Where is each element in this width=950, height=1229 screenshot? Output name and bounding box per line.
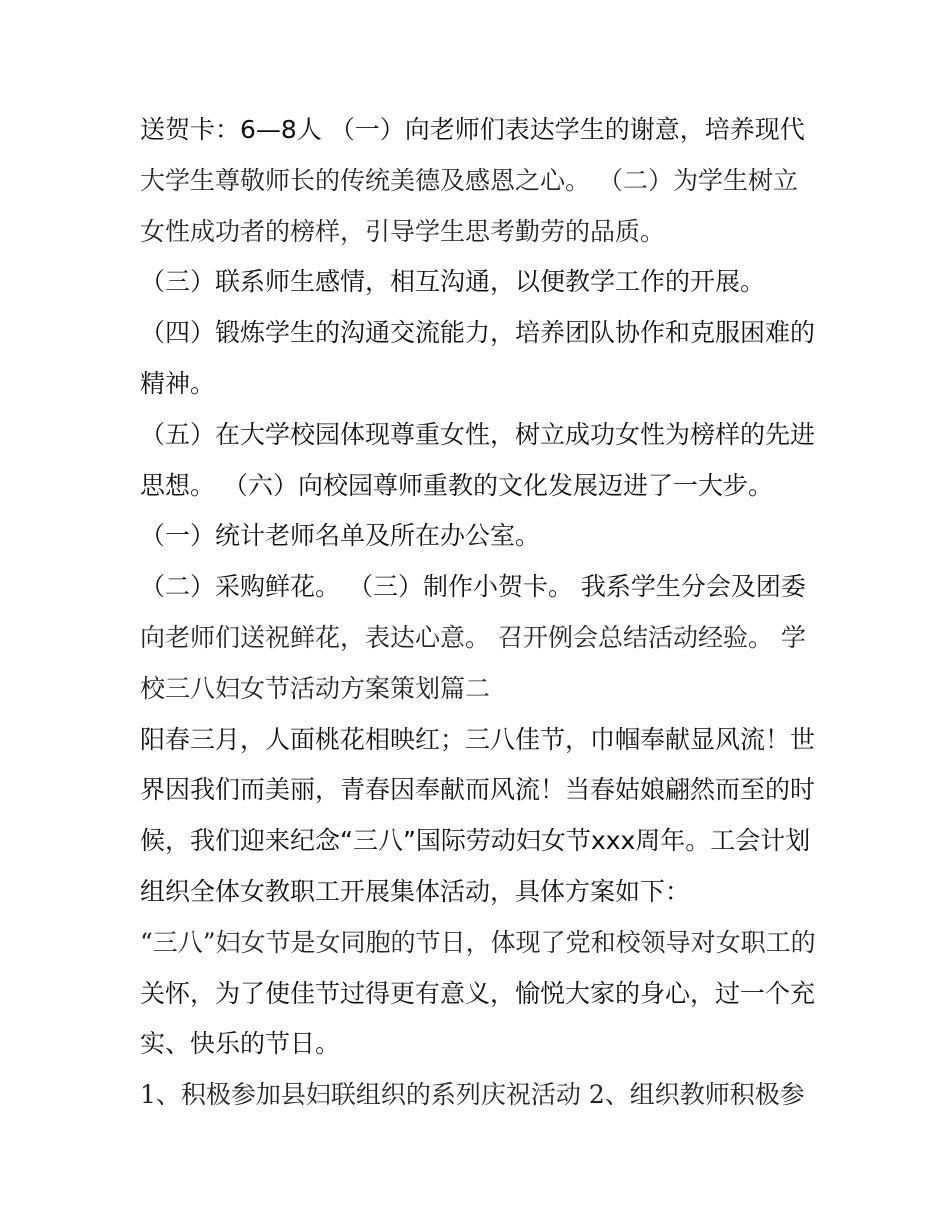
text-line: 阳春三月，人面桃花相映红；三八佳节，巾帼奉献显风流！世 [140,725,816,754]
text-line: 精神。 [140,369,216,398]
section-heading: 校三八妇女节活动方案策划篇二 [140,674,491,703]
text-line: 实、快乐的节日。 [140,1029,341,1058]
text-line: 送贺卡：6—8人 （一）向老师们表达学生的谢意，培养现代 [140,115,805,144]
text-line: （四）锻炼学生的沟通交流能力，培养团队协作和克服困难的 [140,318,816,347]
text-line: 女性成功者的榜样，引导学生思考勤劳的品质。 [140,217,666,246]
text-line: 向老师们送祝鲜花，表达心意。 召开例会总结活动经验。 学 [140,623,806,652]
text-line: 1、积极参加县妇联组织的系列庆祝活动 2、组织教师积极参 [140,1080,805,1109]
text-line: （二）采购鲜花。 （三）制作小贺卡。 我系学生分会及团委 [140,572,806,601]
text-line: 组织全体女教职工开展集体活动，具体方案如下： [140,877,691,906]
text-line: 思想。 （六）向校园尊师重教的文化发展迈进了一大步。 [140,471,773,500]
text-line: （五）在大学校园体现尊重女性，树立成功女性为榜样的先进 [140,420,816,449]
text-line: 大学生尊敬师长的传统美德及感恩之心。 （二）为学生树立 [140,166,798,195]
text-line: （一）统计老师名单及所在办公室。 [140,521,541,550]
text-line: 界因我们而美丽，青春因奉献而风流！当春姑娘翩然而至的时 [140,775,816,804]
text-line: “三八”妇女节是女同胞的节日，体现了党和校领导对女职工的 [140,928,816,957]
text-line: 关怀，为了使佳节过得更有意义，愉悦大家的身心，过一个充 [140,979,816,1008]
text-line: （三）联系师生感情，相互沟通，以便教学工作的开展。 [140,267,766,296]
text-line: 候，我们迎来纪念“三八”国际劳动妇女节xxx周年。工会计划 [140,826,811,855]
